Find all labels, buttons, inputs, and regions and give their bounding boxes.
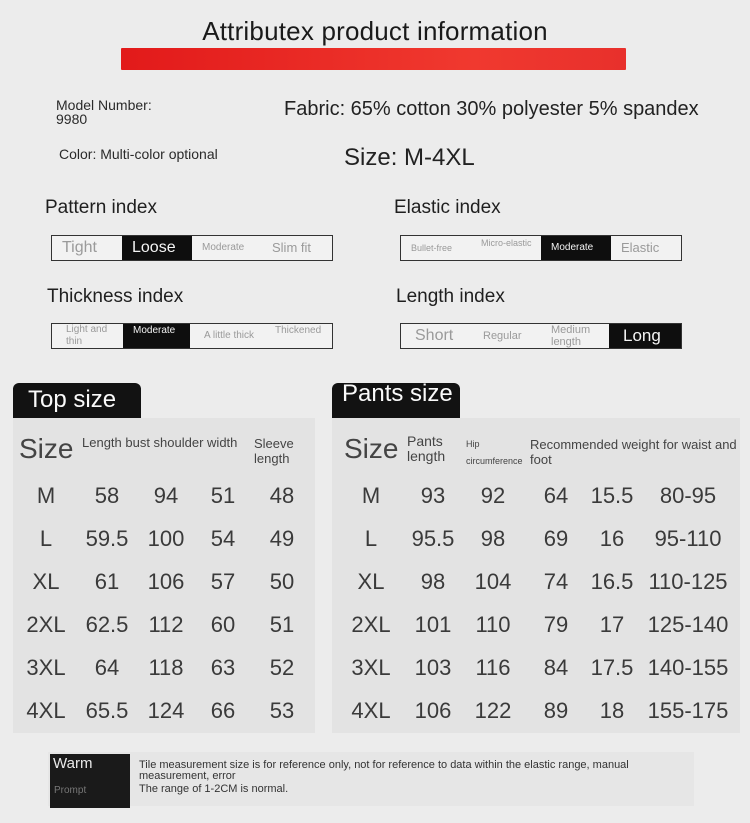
size-cell: 2XL [351, 612, 391, 637]
measure-cell: 66 [210, 698, 236, 723]
size-cell: 4XL [26, 698, 66, 723]
measure-cell: 124 [147, 698, 185, 723]
title-underline-bar [121, 48, 626, 70]
footer-note-line2: The range of 1-2CM is normal. [139, 783, 289, 795]
warm-sub-label: Prompt [54, 785, 87, 796]
color-info: Color: Multi-color optional [59, 146, 218, 162]
measure-cell: 52 [269, 655, 295, 680]
thickness-option-light: Light and thin [66, 324, 108, 347]
size-cell: 2XL [26, 612, 66, 637]
measure-cell: 64 [543, 483, 569, 508]
measure-cell: 15.5 [590, 483, 634, 508]
pattern-index-scale [51, 235, 333, 261]
pants-weight-header: Recommended weight for waist and foot [530, 437, 737, 467]
pattern-option-moderate: Moderate [202, 242, 245, 253]
size-cell: 4XL [351, 698, 391, 723]
size-cell: L [364, 526, 378, 551]
measure-cell: 122 [474, 698, 512, 723]
measure-cell: 59.5 [85, 526, 129, 551]
top-sleeve-header: Sleeve length [254, 436, 294, 466]
measure-cell: 53 [269, 698, 295, 723]
size-cell: 3XL [26, 655, 66, 680]
length-option-medium-length: Medium length [551, 324, 591, 348]
elastic-option-moderate: Moderate [541, 236, 611, 260]
elastic-index-label: Elastic index [394, 197, 501, 218]
size-cell: M [36, 483, 56, 508]
measure-cell: 89 [543, 698, 569, 723]
measure-cell: 104 [474, 569, 512, 594]
length-index-scale [400, 323, 682, 349]
pattern-option-loose: Loose [122, 236, 192, 260]
size-cell: M [361, 483, 381, 508]
thickness-option-a-little-thick: A little thick [204, 330, 255, 341]
measure-cell: 80-95 [659, 483, 717, 508]
elastic-option-micro-elastic: Micro-elastic [481, 238, 532, 248]
measure-cell: 58 [94, 483, 120, 508]
thickness-index-scale [51, 323, 333, 349]
pattern-option-tight: Tight [62, 239, 97, 256]
size-cell: L [39, 526, 53, 551]
measure-cell: 16 [599, 526, 625, 551]
measure-cell: 17 [599, 612, 625, 637]
measure-cell: 106 [147, 569, 185, 594]
measure-cell: 50 [269, 569, 295, 594]
measure-cell: 155-175 [647, 698, 729, 723]
measure-cell: 57 [210, 569, 236, 594]
page-title: Attributex product information [202, 16, 548, 46]
measure-cell: 64 [94, 655, 120, 680]
model-number-label: Model Number: [56, 97, 152, 113]
pattern-option-slim-fit: Slim fit [272, 240, 311, 255]
measure-cell: 95-110 [654, 526, 722, 551]
measure-cell: 69 [543, 526, 569, 551]
measure-cell: 112 [148, 612, 184, 637]
warm-label: Warm [53, 755, 93, 772]
elastic-option-bullet-free: Bullet-free [411, 243, 453, 253]
measure-cell: 54 [210, 526, 236, 551]
measure-cell: 100 [147, 526, 185, 551]
measure-cell: 125-140 [647, 612, 729, 637]
size-cell: XL [357, 569, 385, 594]
measure-cell: 74 [543, 569, 569, 594]
measure-cell: 101 [414, 612, 452, 637]
length-option-long: Long [609, 324, 681, 348]
measure-cell: 110-125 [648, 569, 728, 594]
measure-cell: 98 [420, 569, 446, 594]
length-index-label: Length index [396, 286, 505, 307]
measure-cell: 65.5 [85, 698, 129, 723]
measure-cell: 16.5 [590, 569, 634, 594]
thickness-index-label: Thickness index [47, 286, 184, 307]
thickness-option-moderate: Moderate [123, 324, 190, 348]
size-cell: XL [32, 569, 60, 594]
top-measure-header: Length bust shoulder width [82, 435, 238, 450]
measure-cell: 18 [599, 698, 625, 723]
fabric-info: Fabric: 65% cotton 30% polyester 5% spandex [284, 98, 699, 120]
length-option-short: Short [415, 327, 454, 344]
measure-cell: 17.5 [590, 655, 634, 680]
measure-cell: 106 [414, 698, 452, 723]
measure-cell: 51 [269, 612, 295, 637]
size-cell: 3XL [351, 655, 391, 680]
top-size-header: Size [19, 433, 74, 464]
elastic-index-scale [400, 235, 682, 261]
measure-cell: 62.5 [85, 612, 129, 637]
measure-cell: 51 [210, 483, 236, 508]
measure-cell: 48 [269, 483, 295, 508]
footer-note-line1: Tile measurement size is for reference only, not for reference to data within the elastic range, manual measurement, error [139, 759, 629, 782]
measure-cell: 63 [210, 655, 236, 680]
thickness-option-thickened: Thickened [275, 325, 322, 336]
top-size-tab: Top size [13, 383, 141, 418]
model-number-value: 9980 [56, 111, 88, 127]
measure-cell: 98 [480, 526, 506, 551]
elastic-option-elastic: Elastic [621, 240, 660, 255]
pants-length-header: Pants length [407, 433, 446, 464]
measure-cell: 92 [480, 483, 506, 508]
pants-size-tab: Pants size [332, 383, 460, 418]
measure-cell: 116 [475, 655, 511, 680]
measure-cell: 118 [148, 655, 184, 680]
measure-cell: 61 [94, 569, 120, 594]
pants-size-header: Size [344, 433, 399, 464]
measure-cell: 79 [543, 612, 569, 637]
measure-cell: 49 [269, 526, 295, 551]
size-range: Size: M-4XL [344, 144, 475, 171]
measure-cell: 103 [414, 655, 452, 680]
pattern-index-label: Pattern index [45, 197, 157, 218]
measure-cell: 84 [543, 655, 569, 680]
measure-cell: 95.5 [411, 526, 455, 551]
pants-hip-header: Hip circumference [466, 439, 523, 466]
length-option-regular: Regular [483, 330, 522, 342]
measure-cell: 60 [210, 612, 236, 637]
measure-cell: 140-155 [647, 655, 729, 680]
measure-cell: 110 [475, 612, 511, 637]
measure-cell: 93 [420, 483, 446, 508]
measure-cell: 94 [153, 483, 179, 508]
